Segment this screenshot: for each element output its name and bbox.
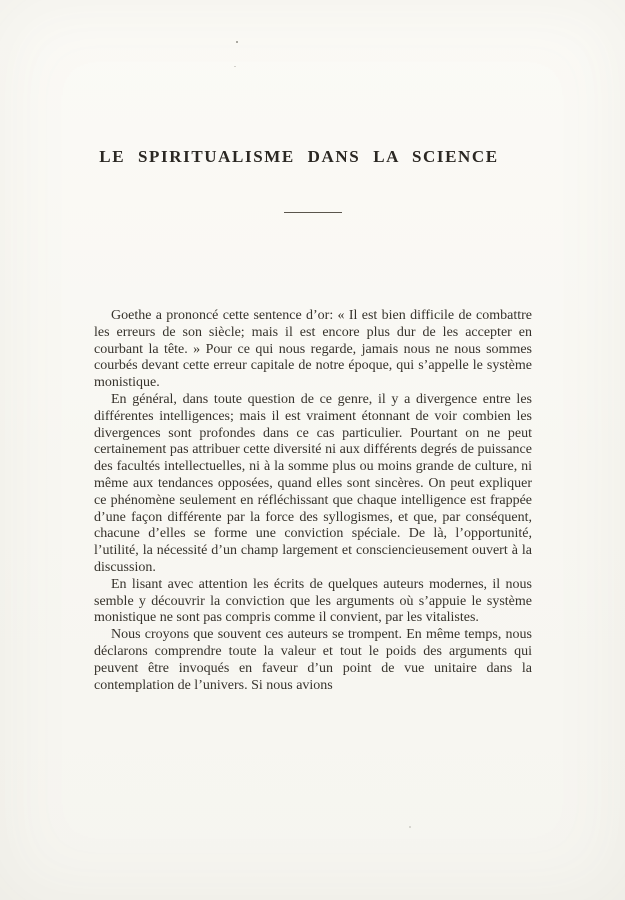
scan-speck [234,66,236,67]
paragraph: Nous croyons que souvent ces auteurs se trompent. En même temps, nous déclarons comprendre toute la valeur et tout le poids des arguments qui peuvent être invoqués en faveur d’un point de vue unitaire dans la contemplation de l’univers. Si nous avions [94,627,532,693]
scan-speck [236,41,238,43]
paragraph: En général, dans toute question de ce genre, il y a divergence entre les différentes intelligences; mais il est vraiment étonnant de voir combien les divergences sont profondes dans ce cas particulier. Pourtant on ne peut certainement pas attribuer cette diversité ni aux différents degrés de puissance des facultés intellectuelles, ni à la somme plus ou moins grande de culture, ni même aux tendances opposées, quand elles sont sincères. On peut expliquer ce phénomène seulement en réfléchissant que chaque intelligence est frappée d’une façon différente par la force des syllogismes, et que, par conséquent, chacune d’elles se forme une conviction spéciale. De là, l’opportunité, l’utilité, la nécessité d’un champ largement et consciencieusement ouvert à la discussion. [94,391,532,575]
page-title: LE SPIRITUALISME DANS LA SCIENCE [99,147,499,166]
body-text [94,308,532,694]
paragraph: Goethe a prononcé cette sentence d’or: « Il est bien difficile de combattre les erreurs de son siècle; mais il est encore plus dur de les accepter en courbant la tête. » Pour ce qui nous regarde, jamais nous ne nous sommes courbés devant cette erreur capitale de notre époque, qui s’appelle le système monistique. [94,308,532,391]
paragraph: En lisant avec attention les écrits de quelques auteurs modernes, il nous semble y découvrir la conviction que les arguments où s’appuie le système monistique ne sont pas compris comme il convient, par les vitalistes. [94,576,532,626]
title-divider [284,212,342,213]
scan-speck [409,826,411,828]
